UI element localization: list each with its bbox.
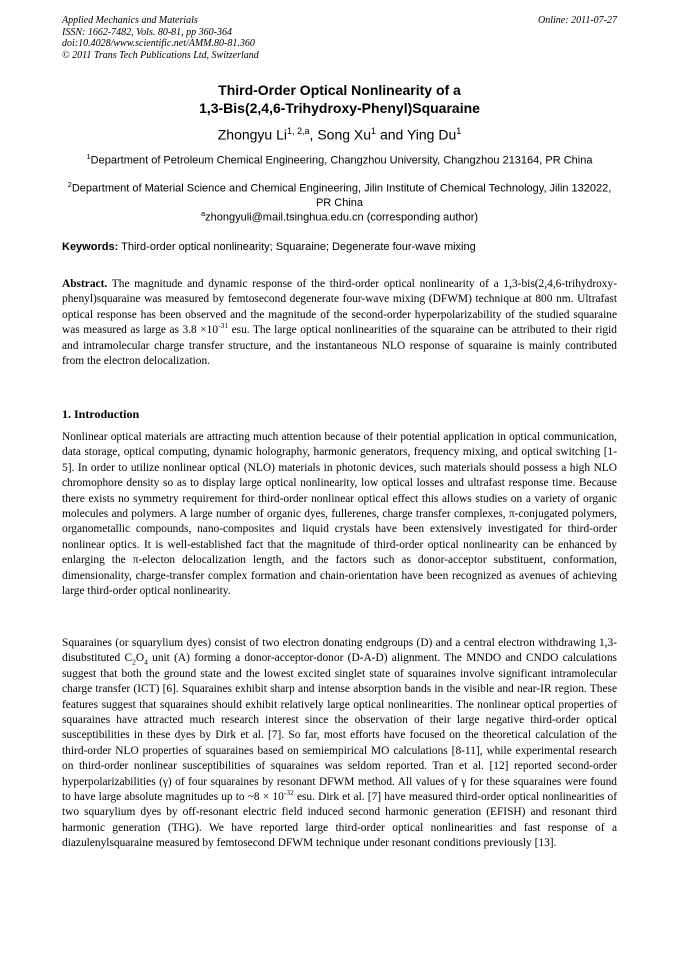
title-line-1: Third-Order Optical Nonlinearity of a [218, 82, 461, 98]
keywords [62, 240, 617, 254]
author-1-sup: 1, 2,a [287, 126, 310, 136]
abstract-text-b: esu. The large optical nonlinearities of the squaraine can be attributed to their rigid and intramolecular charge transfer structure, and the instantaneous NLO response of squaraine is mainly contributed from the electron delocalization. [62, 324, 617, 368]
author-2: , Song Xu [309, 126, 372, 143]
affiliation-2-text: Department of Material Science and Chemical Engineering, Jilin Institute of Chemical Technology, Jilin 132022, PR China [71, 182, 612, 209]
abstract-exponent: -31 [218, 321, 229, 331]
author-3: and Ying Du [376, 126, 457, 143]
intro-paragraph-1: Nonlinear optical materials are attracting much attention because of their potential application in optical communication, data storage, optical computing, dynamic holography, harmonic generators, frequency mixing, and optical switching [1-5]. In order to utilize nonlinear optical (NLO) materials in photonic devices, such materials should possess a high NLO chromophore density so as to display large optical nonlinearity, low optical losses and ultrafast response time. Because there exists no symmetry requirement for third-order nonlinear optical effect this allows studies on a variety of organic molecules and polymers. A large number of organic dyes, fullerenes, charge transfer complexes, π-conjugated polymers, organometallic compounds, nano-composites and liquid crystals have been extensively investigated for third-order nonlinear optics. It is well-established fact that the magnitude of third-order optical nonlinearity can be enhanced by enlarging the π-electon delocalization length, and the factors such as donor-acceptor substituent, conformation, dimensionality, charge-transfer complex formation and chain-orientation have been recognized as avenues of achieving large third-order optical nonlinearity. [62, 431, 617, 598]
affiliation-2-sup: 2 [67, 180, 72, 189]
para2-sub-1: 2 [132, 657, 136, 667]
paper-title [62, 81, 617, 117]
author-1: Zhongyu Li [217, 126, 288, 143]
doi-line[interactable]: doi:10.4028/www.scientific.net/AMM.80-81.360 [62, 38, 255, 49]
abstract-label: Abstract. [62, 278, 108, 290]
affiliation-1-text: Department of Petroleum Chemical Engineering, Changzhou University, Changzhou 213164, PR China [90, 154, 593, 167]
journal-name: Applied Mechanics and Materials [62, 15, 198, 26]
para2-exponent: -32 [283, 788, 294, 798]
intro-paragraph-2 [62, 636, 617, 852]
affiliation-1 [62, 150, 617, 168]
author-2-sup: 1 [371, 126, 377, 136]
title-line-2: 1,3-Bis(2,4,6-Trihydroxy-Phenyl)Squaraine [199, 100, 480, 116]
para2-text-4: esu. Dirk et al. [7] have measured third-order optical nonlinearities of two squarylium dyes by off-resonant electric field induced second harmonic generation (EFISH) and resonant third harmonic generation (THG). We have reported large third-order optical nonlinearities and fast response of a diazulenylsquaraine measured by femtosecond DFWM technique under resonant conditions previously [13]. [62, 791, 617, 850]
para2-text-3: unit (A) forming a donor-acceptor-donor (D-A-D) alignment. The MNDO and CNDO calculations suggest that both the ground state and the lowest excited singlet state of squaraines involve significant intramolecular charge transfer (ICT) [6]. Squaraines exhibit sharp and intense absorption bands in the visible and near-IR region. These features suggest that squaraines should exhibit relatively large optical nonlinearities. The nonlinear optical properties of squaraines have attracted much research interest since the observation of their large negative third-order optical susceptibilities in these dyes by Dirk et al. [7]. So far, most efforts have focused on the theoretical calculation of the third-order NLO properties of squaraines based on semiempirical MO calculations [8-11], while experimental research on third-order nonlinear susceptibilities of squaraines was seldom reported. Tran et al. [12] reported second-order hyperpolarizabilities (γ) of four squaraines by resonant DFWM method. All values of γ for these squaraines were found to have large absolute magnitudes up to ~8 × 10 [62, 652, 617, 804]
affiliation-1-sup: 1 [86, 152, 91, 161]
keywords-text: Third-order optical nonlinearity; Squaraine; Degenerate four-wave mixing [118, 241, 476, 253]
author-list [62, 122, 617, 144]
email-sup: a [200, 209, 206, 218]
copyright-line: © 2011 Trans Tech Publications Ltd, Switzerland [62, 49, 259, 61]
email-text[interactable]: zhongyuli@mail.tsinghua.edu.cn (corresponding author) [205, 211, 479, 224]
para2-sub-2: 4 [144, 657, 148, 667]
journal-header [62, 15, 617, 61]
para2-text-1: Squaraines (or squarylium dyes) consist of two electron donating endgroups (D) and a central electron withdrawing 1,3-disubstituted C [62, 637, 617, 665]
online-date: Online: 2011-07-27 [538, 15, 617, 26]
section-heading-introduction: 1. Introduction [62, 407, 140, 421]
para2-text-2: O [135, 652, 145, 665]
corresponding-email [62, 207, 617, 225]
author-3-sup: 1 [456, 126, 462, 136]
abstract [62, 277, 617, 369]
keywords-label: Keywords: [62, 241, 119, 253]
abstract-text-a: The magnitude and dynamic response of the third-order optical nonlinearity of a 1,3-bis(2,4,6-trihydroxy-phenyl)squaraine was measured by femtosecond degenerate four-wave mixing (DFWM) technique at 800 nm. Ultrafast optical response has been observed and the magnitude of the second-order hyperpolarizability of the studied squaraine was measured as large as 3.8 ×10 [62, 278, 617, 337]
issn-line: ISSN: 1662-7482, Vols. 80-81, pp 360-364 [62, 26, 232, 38]
affiliation-2 [62, 178, 617, 210]
